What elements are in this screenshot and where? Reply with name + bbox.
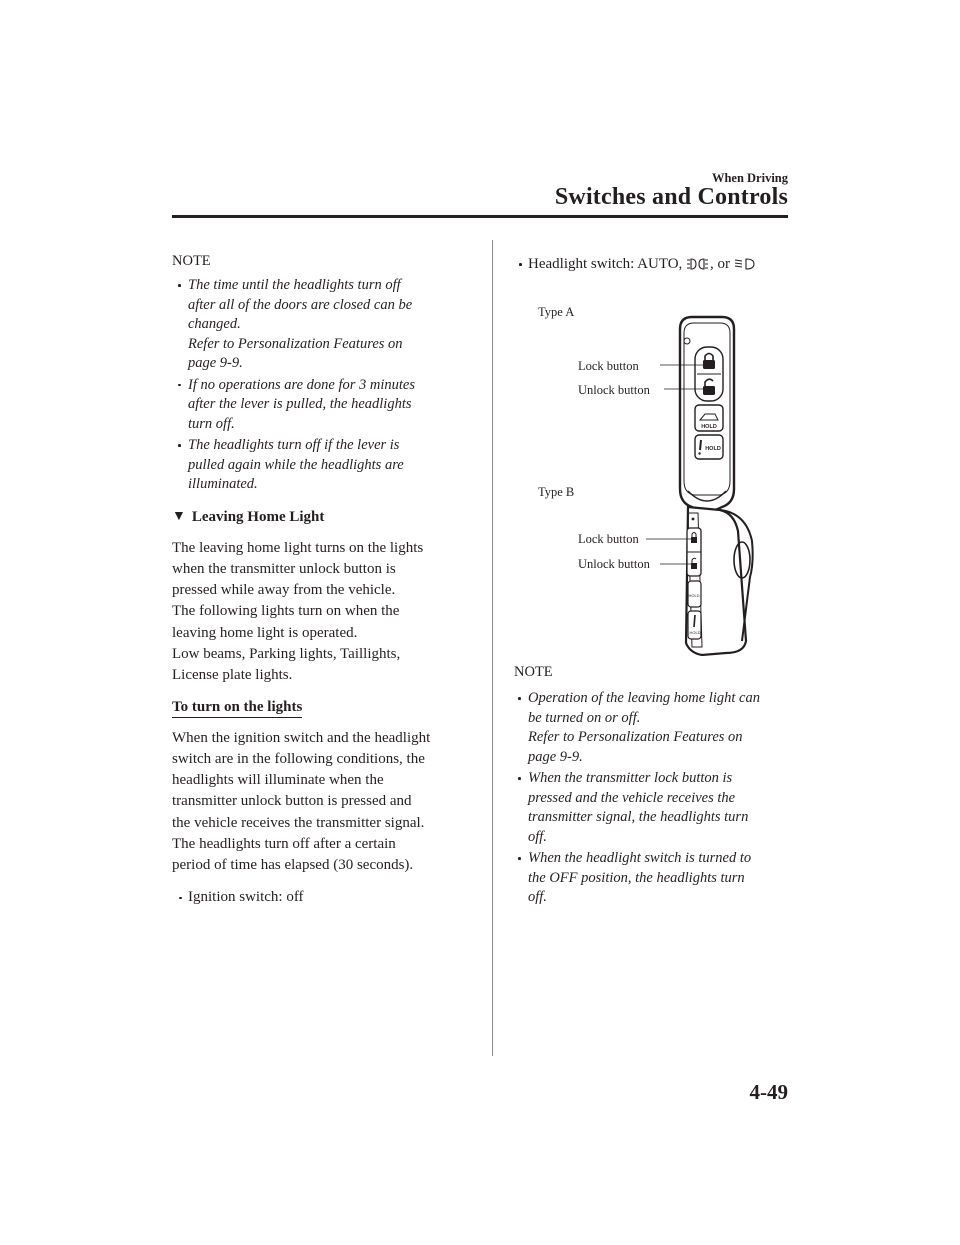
- intro-paragraph: The leaving home light turns on the lights when the transmitter unlock button is pressed while away from the vehicle. The following lights turn on when the leaving home light is operated. Low beams, Parking lights, Taillights, License plate lights.: [172, 539, 424, 684]
- note-item: The headlights turn off if the lever is pulled again while the headlights are illuminated.: [172, 436, 472, 495]
- note-item: When the transmitter lock button is pressed and the vehicle receives the transmitter signal, the headlights turn off.: [512, 769, 788, 847]
- section-heading: [172, 509, 472, 526]
- page-number: 4-49: [749, 1080, 788, 1104]
- type-a-panic-hold-text: HOLD: [705, 446, 721, 452]
- condition-bullet: Ignition switch: off: [172, 887, 472, 908]
- subheading: To turn on the lights: [172, 699, 302, 718]
- left-column: [172, 253, 472, 908]
- type-b-key-fob: [646, 507, 753, 655]
- type-b-lock-label: Lock button: [578, 532, 639, 546]
- note-block-2: [512, 664, 788, 908]
- triangle-marker-icon: ▼: [172, 509, 186, 524]
- note-list: [172, 276, 472, 495]
- right-column: [512, 253, 788, 910]
- column-divider: [492, 240, 493, 1056]
- note-item: When the headlight switch is turned to the OFF position, the headlights turn off.: [512, 849, 788, 908]
- note-list-2: [512, 689, 788, 908]
- body-paragraph: When the ignition switch and the headlight switch are in the following conditions, the headlights will illuminate when the transmitter unlock button is pressed and the vehicle receives the transmitter signal. The headlights turn off after a certain period of time has elapsed (30 seconds).: [172, 729, 431, 874]
- note-item: The time until the headlights turn off after all of the doors are closed can be changed. Refer to Personalization Features on page 9-9.: [172, 276, 472, 374]
- type-b-label: Type B: [538, 485, 575, 499]
- type-b-hold-text: HOLD: [688, 593, 700, 598]
- type-b-panic-hold-text: HOLD: [689, 630, 701, 635]
- note-item: Operation of the leaving home light can be turned on or off. Refer to Personalization Features on page 9-9.: [512, 689, 788, 767]
- section-heading-text: Leaving Home Light: [191, 508, 325, 525]
- section-label: When Driving: [711, 171, 788, 185]
- note-item: If no operations are done for 3 minutes after the lever is pulled, the headlights turn off.: [172, 376, 472, 435]
- transmitter-figure: [512, 281, 788, 656]
- transmitter-drawing: [512, 281, 788, 656]
- type-a-unlock-label: Unlock button: [578, 383, 650, 397]
- type-a-hold-text: HOLD: [701, 424, 717, 430]
- headlight-low-beam-icon: [735, 257, 755, 271]
- type-a-lock-label: Lock button: [578, 359, 639, 373]
- headlight-on-icon: [687, 257, 709, 271]
- note-label-2: NOTE: [514, 664, 553, 680]
- type-a-label: Type A: [538, 305, 575, 319]
- headlight-condition: Headlight switch: AUTO, , or: [512, 253, 788, 275]
- header-rule: [172, 215, 788, 218]
- note-label: NOTE: [172, 253, 211, 269]
- type-b-unlock-label: Unlock button: [578, 557, 650, 571]
- type-a-key-fob: [660, 317, 734, 511]
- chapter-title: Switches and Controls: [554, 184, 788, 210]
